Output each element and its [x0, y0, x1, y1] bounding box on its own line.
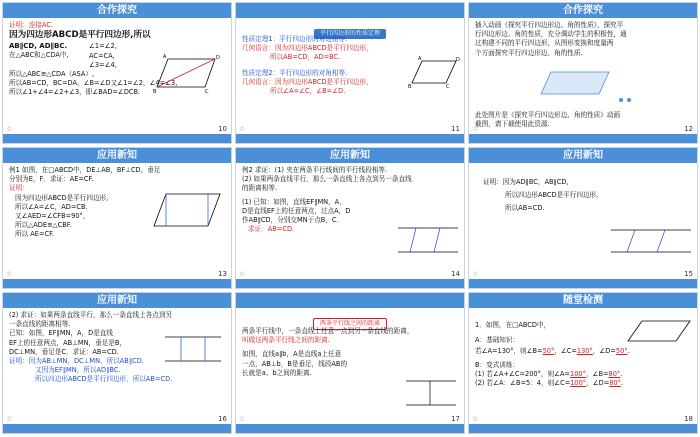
svg-text:B: B: [153, 89, 157, 93]
parallelogram-figure: [624, 317, 694, 347]
slide-title: 应用新知: [236, 148, 464, 163]
text-line: 两条平行线中，一条直线上任意一点到另一条直线的距离，: [242, 327, 414, 335]
slide-footer: [236, 134, 464, 143]
slide-number: 13: [218, 270, 227, 278]
answer-blank: 50°: [615, 347, 628, 356]
animation-screenshot: [529, 60, 639, 106]
answer-blank: 100°: [570, 369, 586, 378]
parallelogram-figure: [153, 53, 223, 93]
svg-text:C: C: [205, 89, 209, 93]
slide-title: 应用新知: [469, 148, 697, 163]
slide-footer: [236, 279, 464, 288]
text-line: D是直线EF上的任意两点，过点A，D: [242, 206, 351, 215]
slide-number: 18: [684, 415, 693, 423]
text-line: 性质定理2：平行四边形的对角相等.: [242, 68, 348, 77]
text-line: 分别为E，F．求证：AE=CF.: [9, 175, 94, 184]
text-line: 作AB∥CD，分别交MN于点B，C．: [242, 216, 344, 225]
slide-body: [483, 178, 693, 214]
text-line: 一条直线的距离相等.: [9, 320, 71, 329]
text-line: ，∠D=: [586, 379, 610, 388]
text-line: (2) 求证：如果两条直线平行，那么一条直线上各点到另: [9, 311, 173, 319]
star-icon: ☆: [472, 270, 479, 278]
text-line: 1．如图，在□ABCD中，: [475, 321, 551, 329]
slide-footer: [469, 279, 697, 288]
text-line: .: [620, 369, 623, 378]
svg-text:A: A: [163, 54, 167, 60]
distance-figure: [404, 373, 458, 413]
text-line: 例2 求证：(1) 夹在两条平行线间的平行线段相等.: [242, 166, 388, 174]
text-line: 所以 AE=CF.: [15, 230, 54, 239]
text-line: DC⊥MN，垂足是C．求证：AB=CD.: [9, 347, 119, 356]
text-line: 所以AB=CD，BC=DA，∠B=∠D又∠1=∠2，∠4=∠3,: [9, 79, 178, 88]
text-line: (2) 如果两条直线平行，那么一条直线上各点到另一条直线: [242, 175, 412, 184]
text-line: (2) 若∠A：∠B=5：4，则∠C=: [475, 379, 571, 388]
text-line: 几何语言：因为四边形ABCD是平行四边形，: [242, 44, 373, 53]
slide-13[interactable]: [2, 147, 232, 289]
slide-14[interactable]: [235, 147, 465, 289]
text-line: ，∠B=: [585, 369, 609, 378]
text-line: 插入动画《探究平行四边形边、角的性质》，探究平: [475, 21, 624, 29]
star-icon: ☆: [239, 415, 246, 423]
answer-blank: 100°: [570, 379, 587, 388]
star-icon: ☆: [239, 270, 246, 278]
text-line: 例1 如图，在□ABCD中，DE⊥AB，BF⊥CD，垂足: [9, 166, 161, 174]
text-line: 长就是a、b之间的距离.: [242, 368, 312, 377]
slide-title: 合作探究: [3, 3, 231, 18]
text-line: 证明：连接AC.: [9, 21, 54, 29]
slide-footer: [236, 424, 464, 433]
text-line: 所以∠1+∠4=∠2+∠3，即∠BAD=∠DCB.: [9, 88, 141, 97]
text-line: (1) 已知：如图，直线EF∥MN，A，: [242, 197, 346, 206]
text-line: .: [627, 347, 630, 356]
slide-10[interactable]: [2, 2, 232, 144]
slide-body: [242, 327, 460, 378]
answer-blank: 130°: [576, 347, 593, 356]
star-icon: ☆: [472, 415, 479, 423]
slide-footer: [3, 134, 231, 143]
text-line: 已知：如图，EF∥MN，A，D是直线: [9, 329, 113, 338]
text-line: 所以四边形ABCD是平行四边形，所以AB=CD.: [35, 375, 173, 384]
slide-12[interactable]: [468, 2, 698, 144]
text-line: 截图，请下载使用此资源.: [475, 120, 550, 129]
star-icon: ☆: [239, 125, 246, 133]
slide-number: 15: [684, 270, 693, 278]
text-line: 所以∠A=∠C，AD=CB.: [15, 202, 88, 211]
text-line: 所以△ADE≌△CBF.: [15, 221, 72, 230]
slide-footer: [469, 134, 697, 143]
text-line: 又因为EF∥MN，所以AD∥BC.: [35, 366, 121, 375]
star-icon: ☆: [472, 125, 479, 133]
text-line: ∠3=∠4,: [89, 60, 117, 69]
text-line: 叫做这两条平行线之间的距离.: [242, 336, 330, 345]
text-line: A：基础知识：: [475, 336, 520, 345]
text-line: .: [620, 379, 624, 388]
text-line: 行四边形边、角的性质，充分调动学生的积极性，通: [475, 30, 627, 39]
slide-18[interactable]: [468, 292, 698, 434]
slide-16[interactable]: [2, 292, 232, 434]
slide-11[interactable]: [235, 2, 465, 144]
text-line: 所以四边形ABCD是平行四边形,: [505, 191, 599, 200]
text-line: 所以AB=CD.: [505, 204, 545, 213]
text-line: 因为四边形ABCD是平行四边形,: [15, 193, 109, 202]
text-line: ，∠C=: [554, 347, 577, 356]
parallel-lines-figure: [609, 222, 693, 262]
slide-header: [236, 3, 464, 18]
svg-text:D: D: [216, 55, 220, 61]
slide-note: [475, 111, 693, 129]
text-line: 的距离相等.: [242, 184, 278, 193]
slide-footer: [3, 424, 231, 433]
answer-blank: 80°: [608, 369, 621, 378]
svg-text:D: D: [456, 57, 460, 63]
text-line: ∠1=∠2,: [89, 42, 117, 51]
text-line: (1) 若∠A+∠C=200°，则∠A=: [475, 369, 571, 378]
slide-title: 两条平行线之间的距离: [313, 318, 387, 330]
slide-number: 17: [451, 415, 460, 423]
text-line: 在△ABC和△CDA中,: [9, 51, 69, 60]
star-icon: ☆: [6, 125, 13, 133]
svg-text:B: B: [408, 84, 412, 89]
text-line: 所以AB=CD，AD=BC.: [270, 53, 341, 62]
slide-15[interactable]: [468, 147, 698, 289]
text-line: 过构建不同的平行四边形，从图形变换和度量两: [475, 39, 614, 48]
slide-number: 12: [684, 125, 693, 133]
slide-title: 随堂检测: [469, 293, 697, 308]
slide-title: 平行四边形的性质定理: [314, 29, 386, 39]
parallelogram-figure: [408, 55, 460, 89]
text-line: 因为四边形ABCD是平行四边形,所以: [9, 30, 151, 41]
text-line: EF上的任意两点，AB⊥MN，垂足是B，: [9, 338, 127, 347]
slide-number: 14: [451, 270, 460, 278]
text-line: 证明：: [9, 184, 29, 193]
text-line: 几何语言：因为四边形ABCD是平行四边形，: [242, 77, 373, 86]
slide-title: 应用新知: [3, 293, 231, 308]
perpendicular-figure: [163, 331, 223, 367]
text-line: 所以△ABC≌△CDA（ASA）,: [9, 70, 95, 79]
answer-blank: 80°: [609, 379, 621, 388]
svg-text:C: C: [446, 84, 450, 89]
text-line: 若∠A=130°，则∠B=: [475, 347, 543, 356]
slide-title: 应用新知: [3, 148, 231, 163]
text-line: 证明：因为AB⊥MN，DC⊥MN，所以AB∥CD.: [9, 357, 144, 366]
parallelogram-figure: [148, 190, 228, 232]
text-line: 个方面探究平行四边形边、角的性质.: [475, 48, 583, 57]
slide-number: 16: [218, 415, 227, 423]
text-line: 如图，直线a∥b，A是直线a上任意: [242, 350, 342, 359]
slide-17[interactable]: [235, 292, 465, 434]
star-icon: ☆: [6, 270, 13, 278]
text-line: 一点，AB⊥b，B是垂足，线段AB的: [242, 359, 348, 368]
text-line: AB∥CD, AD∥BC.: [9, 42, 68, 51]
slide-footer: [3, 279, 231, 288]
slide-footer: [469, 424, 697, 433]
slide-number: 10: [218, 125, 227, 133]
svg-text:A: A: [418, 56, 422, 62]
text-line: 求证：AB=CD.: [248, 225, 295, 234]
text-line: 性质定理1：平行四边形的对边相等.: [242, 35, 348, 43]
text-line: ，∠D=: [592, 347, 616, 356]
text-line: 所以∠A=∠C，∠B=∠D.: [270, 87, 346, 96]
slide-title: 合作探究: [469, 3, 697, 18]
text-line: 又∠AED=∠CFB=90°，: [15, 212, 90, 221]
slide-body: [475, 21, 693, 58]
answer-blank: 50°: [542, 347, 555, 356]
slide-header: [236, 293, 464, 308]
parallel-lines-figure: [396, 220, 460, 260]
text-line: 证明：因为AD∥BC，AB∥CD，: [483, 178, 574, 186]
text-line: B：变式训练：: [475, 360, 520, 369]
text-line: AC=CA,: [89, 51, 115, 60]
text-line: 此处图片是《探究平行四边形边、角的性质》动画: [475, 111, 621, 119]
slide-number: 11: [451, 125, 460, 133]
star-icon: ☆: [6, 415, 13, 423]
